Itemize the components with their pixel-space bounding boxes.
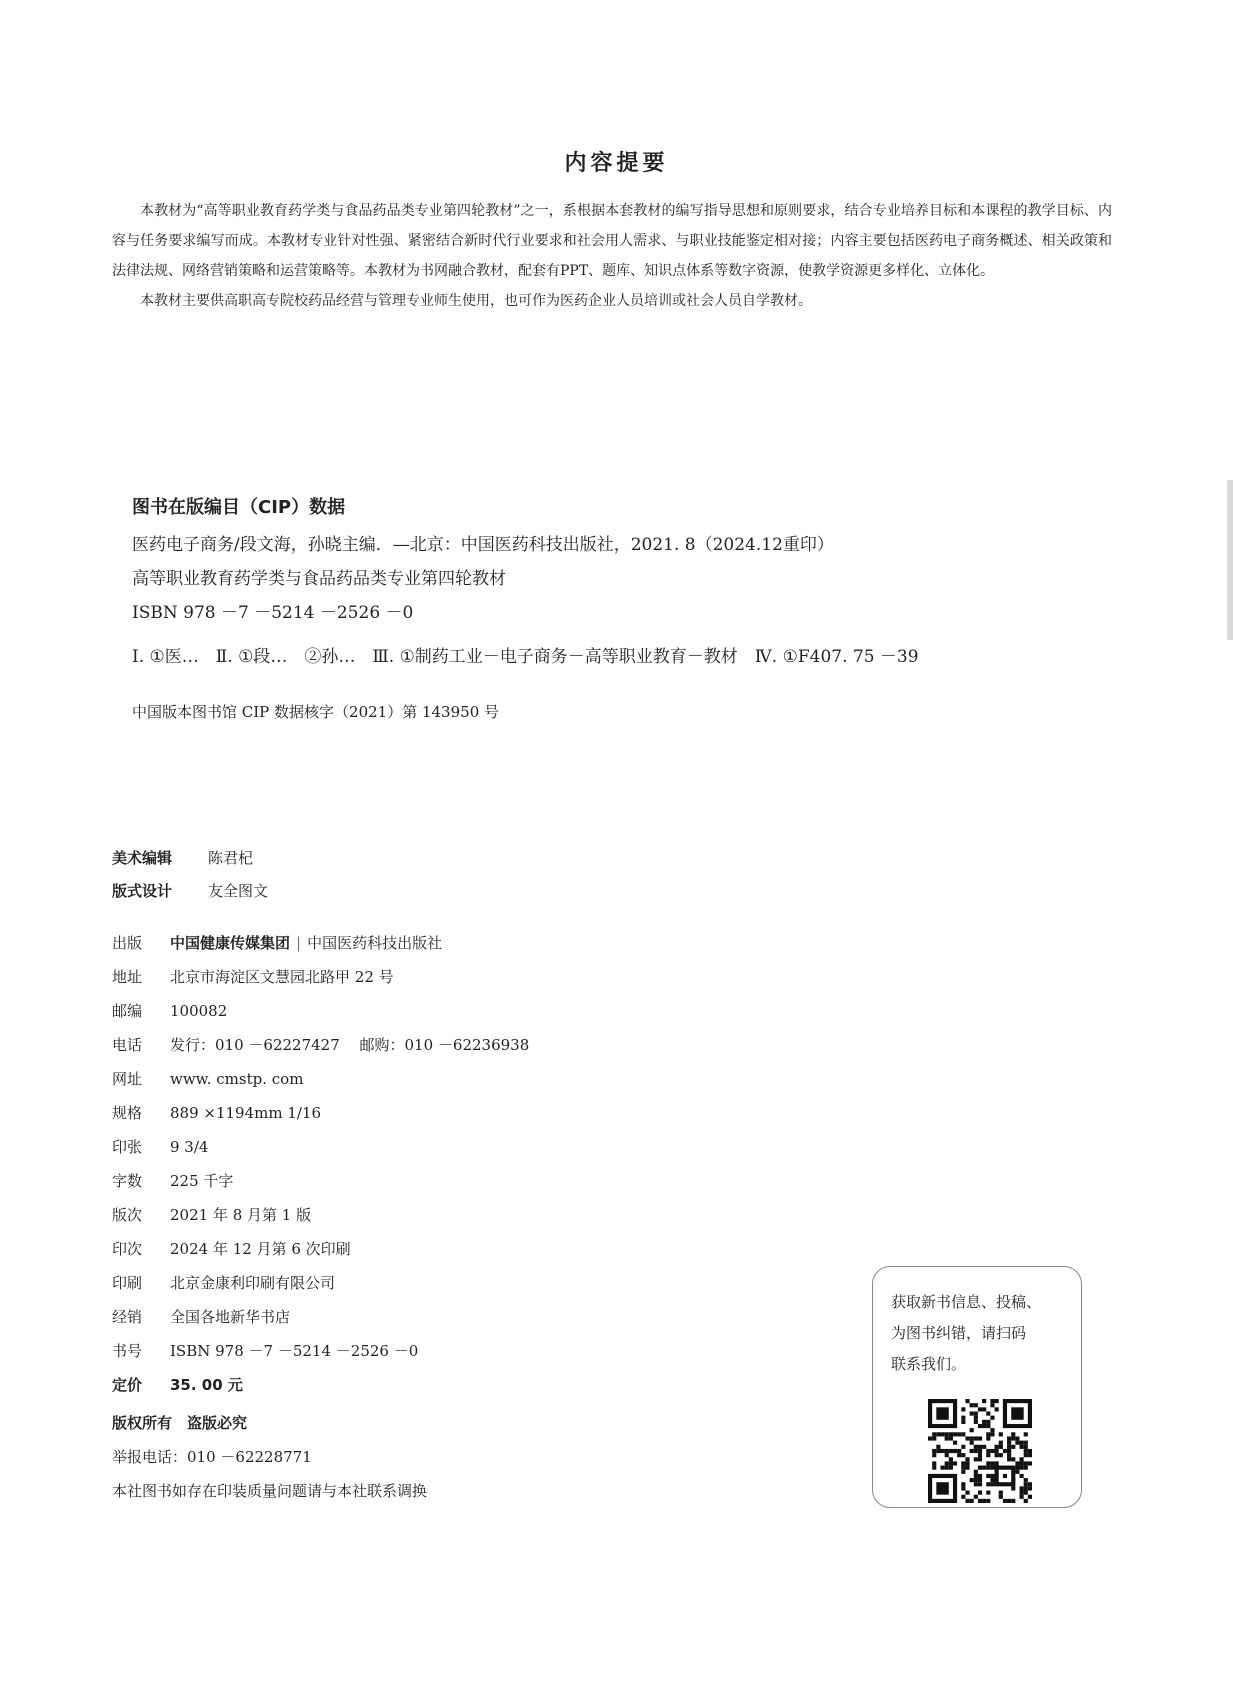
cip-line: 高等职业教育药学类与食品药品类专业第四轮教材 [132,569,506,589]
summary-title: 内容提要 [564,151,669,176]
pub-value: 225 千字 [170,1172,234,1190]
pub-row [112,1170,233,1191]
pub-row [112,1204,311,1225]
pub-value: 发行：010 －62227427 邮购：010 －62236938 [170,1036,530,1054]
pub-value: 889 ×1194mm 1/16 [170,1104,322,1122]
pub-label: 印刷 [112,1274,143,1292]
divider: | [296,934,302,952]
pub-label: 书号 [112,1342,143,1360]
staff-row [112,847,253,868]
cip-line: 医药电子商务/段文海，孙晓主编．—北京：中国医药科技出版社，2021. 8（2024.12重印） [132,535,834,555]
staff-value: 陈君杞 [208,849,254,867]
pub-label: 电话 [112,1036,143,1054]
pub-label: 规格 [112,1104,143,1122]
pub-value: 100082 [170,1002,228,1020]
staff-label: 美术编辑 [112,849,173,867]
pub-label: 网址 [112,1070,143,1088]
publisher-group: 中国健康传媒集团 [170,934,291,952]
pub-row [112,1340,418,1361]
pub-row [112,1306,290,1327]
pub-label: 经销 [112,1308,143,1326]
pub-value: 北京金康利印刷有限公司 [170,1274,336,1292]
qr-box [872,1266,1082,1508]
qr-text-line: 为图书纠错，请扫码 [891,1324,1027,1342]
qr-text-line: 获取新书信息、投稿、 [891,1293,1042,1311]
pub-row [112,1238,351,1259]
pub-value: 35. 00 元 [170,1376,243,1394]
pub-row [112,1068,303,1089]
pub-value: 2021 年 8 月第 1 版 [170,1206,312,1224]
pub-label: 定价 [112,1376,143,1394]
pub-label: 字数 [112,1172,143,1190]
publisher-name: 中国医药科技出版社 [307,934,443,952]
pub-value: 全国各地新华书店 [170,1308,291,1326]
cip-note: 中国版本图书馆 CIP 数据核字（2021）第 143950 号 [132,703,500,721]
pub-value: 9 3/4 [170,1138,209,1156]
pub-value: 2024 年 12 月第 6 次印刷 [170,1240,351,1258]
page-edge-shadow [1227,480,1233,640]
publisher-label: 出版 [112,934,143,952]
pub-row [112,1000,227,1021]
pub-label: 地址 [112,968,143,986]
staff-label: 版式设计 [112,882,173,900]
summary-body [112,196,1112,316]
staff-row [112,880,268,901]
pub-label: 印次 [112,1240,143,1258]
pub-label: 邮编 [112,1002,143,1020]
pub-row [112,1272,335,1293]
pub-label: 版次 [112,1206,143,1224]
pub-label: 印张 [112,1138,143,1156]
pub-row [112,1136,208,1157]
qr-text [891,1287,1071,1380]
qr-text-line: 联系我们。 [891,1355,967,1373]
quality-note: 本社图书如存在印装质量问题请与本社联系调换 [112,1482,428,1500]
publisher-row [112,932,442,953]
cip-line: Ⅰ. ①医… Ⅱ. ①段… ②孙… Ⅲ. ①制药工业－电子商务－高等职业教育－教材 Ⅳ. ①F407. 75 －39 [132,647,919,667]
copyright: 版权所有 盗版必究 [112,1414,248,1432]
summary-paragraph: 本教材主要供高职高专院校药品经营与管理专业师生使用，也可作为医药企业人员培训或社会人员自学教材。 [140,293,812,309]
qr-code-icon[interactable] [928,1399,1032,1503]
pub-value: www. cmstp. com [170,1070,304,1088]
staff-value: 友全图文 [208,882,269,900]
report-phone: 举报电话：010 －62228771 [112,1448,312,1466]
pub-row [112,966,394,987]
pub-row [112,1374,243,1395]
pub-value: 北京市海淀区文慧园北路甲 22 号 [170,968,394,986]
pub-row [112,1034,529,1055]
cip-line: ISBN 978 －7 －5214 －2526 －0 [132,603,414,623]
summary-paragraph: 本教材为“高等职业教育药学类与食品药品类专业第四轮教材”之一，系根据本套教材的编写指导思想和原则要求，结合专业培养目标和本课程的教学目标、内容与任务要求编写而成。本教材专业针对性强、紧密结合新时代行业要求和社会用人需求、与职业技能鉴定相对接；内容主要包括医药电子商务概述、相关政策和法律法规、网络营销策略和运营策略等。本教材为书网融合教材，配套有PPT、题库、知识点体系等数字资源，使教学资源更多样化、立体化。 [112,203,1112,279]
pub-value: ISBN 978 －7 －5214 －2526 －0 [170,1342,419,1360]
pub-row [112,1102,321,1123]
cip-heading: 图书在版编目（CIP）数据 [132,497,346,518]
